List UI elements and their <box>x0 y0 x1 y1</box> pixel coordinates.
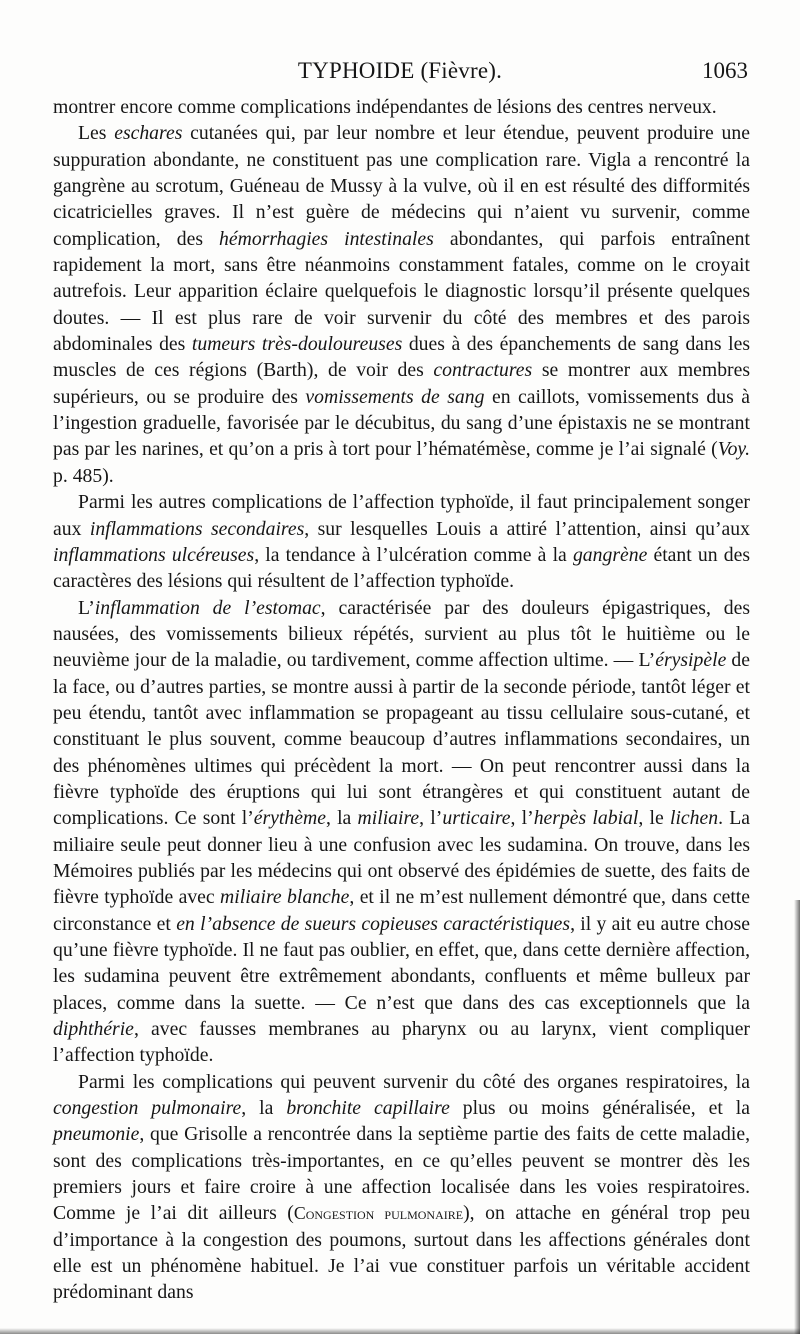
emphasis: inflammations ulcéreuses <box>53 543 255 566</box>
emphasis: hémorrhagies intestinales <box>219 227 434 250</box>
text-run: ), on attache en général trop peu d’importance à la congestion des poumons, surtout dans les affections générales dont elle est un phénomène habituel. Je l’ai vue constituer parfois un véritable accident prédominant dans <box>53 1202 750 1304</box>
text-run: L’ <box>78 596 95 619</box>
emphasis: érythème <box>253 807 326 830</box>
emphasis: urticaire <box>442 807 511 830</box>
text-run: , caractérisée par des douleurs épigastriques, des nausées, des vomissements bilieux répétés, survient au plus tôt le huitième ou le neuvième jour de la maladie, ou tardivement, comme affection ultime. — L’ <box>53 596 750 672</box>
page-header <box>0 54 800 94</box>
text-run: de la face, ou d’autres parties, se montre aussi à partir de la seconde période, tantôt léger et peu étendu, tantôt avec inflammation se propageant au tissu cellulaire sous-cutané, et constituant le plus souvent, comme beaucoup d’autres inflammations secondaires, un des phénomènes ultimes qui précèdent la mort. — On peut rencontrer aussi dans la fièvre typhoïde des éruptions qui lui sont étrangères et qui constituent autant de complications. Ce sont l’ <box>53 649 750 830</box>
text-run: étant un des caractères des lésions qui résultent de l’affection typhoïde. <box>53 543 750 593</box>
paragraph-4 <box>53 595 750 1069</box>
paragraph-5 <box>53 1069 750 1306</box>
emphasis: inflammation de l’estomac <box>94 596 321 619</box>
emphasis: en l’absence de sueurs copieuses caractéristiques <box>176 912 571 935</box>
text-run: Parmi les complications qui peuvent survenir du côté des organes respiratoires, la <box>78 1070 750 1093</box>
emphasis: miliaire <box>357 807 420 830</box>
text-run: , la tendance à l’ulcération comme à la <box>254 543 573 566</box>
text-run: , il y ait eu autre chose qu’une fièvre typhoïde. Il ne faut pas oublier, en effet, que, dans cette dernière affection, les sudamina peuvent être extrêmement abondants, confluents et même bulleux par places, comme dans la suette. — Ce n’est que dans des cas exceptionnels que la <box>53 912 750 1014</box>
emphasis: miliaire blanche <box>220 886 350 909</box>
running-title: TYPHOIDE (Fièvre). <box>297 58 503 83</box>
scan-edge-shadow <box>794 900 800 1334</box>
text-run: en caillots, vomissements dus à l’ingestion graduelle, favorisée par le décubitus, du sang d’une épistaxis ne se montrant pas par les narines, et qu’on a pris à tort pour l’hématémèse, comme je l’ai signalé ( <box>53 385 750 461</box>
paragraph-1: montrer encore comme complications indépendantes de lésions des centres nerveux. <box>53 96 717 118</box>
emphasis: inflammations secondaires <box>89 517 305 540</box>
emphasis: contractures <box>433 359 533 382</box>
emphasis: érysipèle <box>655 649 727 672</box>
emphasis: eschares <box>114 122 183 145</box>
text-run: dues à des épanchements de sang dans les muscles de ces régions (Barth), de voir des <box>53 333 750 382</box>
text-run: , et il ne m’est nullement démontré que, dans cette circonstance et <box>53 886 750 935</box>
emphasis: gangrène <box>572 543 648 566</box>
text-run: , la <box>325 807 358 830</box>
text-run: , avec fausses membranes au pharynx ou au larynx, vient compliquer l’affection typhoïde. <box>53 1018 750 1067</box>
text-run: plus ou moins généralisée, et la <box>449 1097 751 1120</box>
text-run: , la <box>241 1097 287 1120</box>
emphasis: herpès labial <box>533 807 639 830</box>
text-run: , l’ <box>510 807 534 830</box>
text-run: abondantes, qui parfois entraînent rapidement la mort, sans être néanmoins constamment fatales, comme on le croyait autrefois. Leur apparition éclaire quelquefois le diagnostic lorsqu’il présente quelques doutes. — Il est plus rare de voir survenir du côté des membres et des parois abdominales des <box>53 227 751 356</box>
text-run: cutanées qui, par leur nombre et leur étendue, peuvent produire une suppuration abondante, ne constituent pas une complication rare. Vigla a rencontré la gangrène au scrotum, Guéneau de Mussy à la vulve, où il en est résulté des difformités cicatricielles graves. Il n’est guère de médecins qui n’aient vu survenir, comme complication, des <box>53 122 750 250</box>
text-run: p. 485). <box>53 464 114 487</box>
emphasis: vomissements de sang <box>305 385 485 408</box>
emphasis: diphthérie <box>53 1018 134 1041</box>
emphasis: Voy. <box>717 438 750 461</box>
text-run: Parmi les autres complications de l’affection typhoïde, il faut principalement songer aux <box>53 491 750 540</box>
text-run: , sur lesquelles Louis a attiré l’attention, ainsi qu’aux <box>304 517 750 540</box>
paragraph-2 <box>53 120 750 489</box>
cross-reference: Congestion pulmonaire <box>293 1203 464 1224</box>
text-run: , l’ <box>419 807 443 830</box>
emphasis: congestion pulmonaire <box>53 1097 242 1120</box>
emphasis: lichen <box>669 807 719 830</box>
text-run: , que Grisolle a rencontrée dans la septième partie des faits de cette maladie, sont des complications très-importantes, en ce qu’elles peuvent se montrer dès les premiers jours et faire croire à une affection localisée dans les voies respiratoires. Comme je l’ai dit ailleurs ( <box>53 1123 750 1225</box>
page-number: 1063 <box>702 58 748 83</box>
emphasis: bronchite capillaire <box>286 1097 450 1120</box>
body-text <box>53 94 750 1306</box>
text-run: , le <box>638 807 670 830</box>
text-run: . La miliaire seule peut donner lieu à une confusion avec les sudamina. On trouve, dans les Mémoires publiés par les médecins qui ont observé des épidémies de suette, des faits de fièvre typhoïde avec <box>53 807 750 909</box>
text-run: se montrer aux membres supérieurs, ou se produire des <box>53 359 751 408</box>
emphasis: tumeurs très-douloureuses <box>191 333 403 356</box>
scan-bottom-shadow <box>0 1328 800 1334</box>
emphasis: pneumonie <box>53 1123 140 1146</box>
paragraph-3 <box>53 489 750 594</box>
text-run: Les <box>78 122 115 145</box>
